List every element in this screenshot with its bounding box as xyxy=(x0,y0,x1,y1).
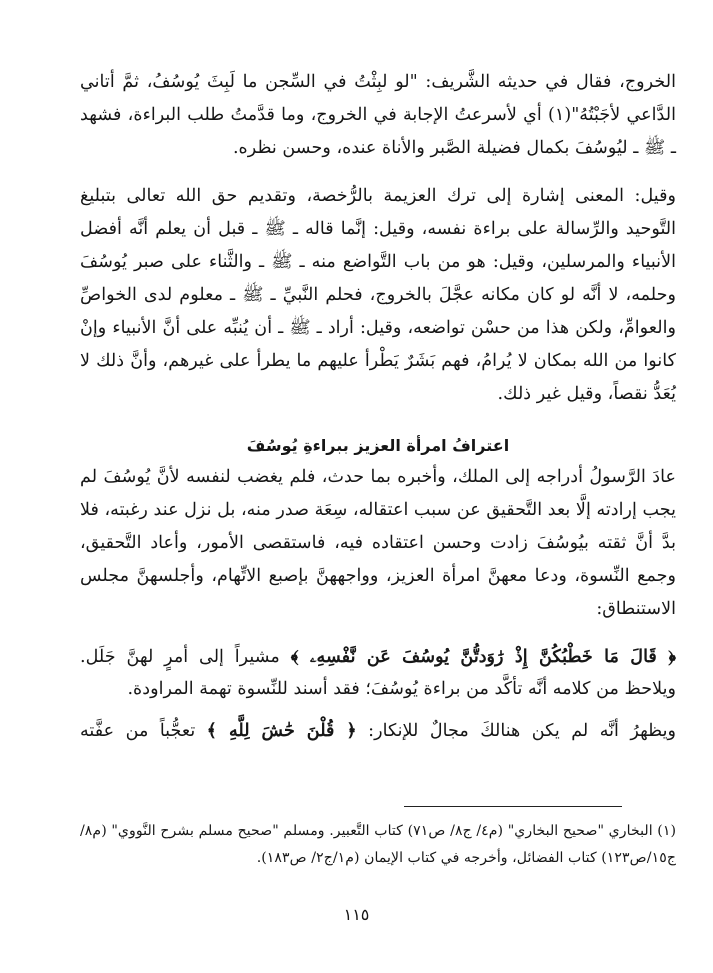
quran-verse-2: ﴿ قُلْنَ حَٰشَ لِلَّهِ ﴾ xyxy=(206,720,357,741)
paragraph-6-text-start: ويظهرُ أنَّه لم يكن هنالكَ مجالٌ للإنكار: xyxy=(368,721,677,741)
footnote-divider xyxy=(404,806,622,807)
paragraph-2: وقيل: المعنى إشارة إلى ترك العزيمة بالرُّخصة، وتقديم حق الله تعالى بتبليغ التَّوحيد والرِّسالة على براءة نفسه، وقيل: إنَّما قاله ـ ﷺ ـ قبل أن يعلم أنَّه أفضل الأنبياء والمرسلين، وقيل: هو من باب التَّواضع منه ـ ﷺ ـ والثَّناء على صبر يُوسُفَ وحلمه، لا أنَّه لو كان مكانه عجَّلَ بالخروج، فحلم النَّبيِّ ـ ﷺ ـ معلوم لدى الخواصِّ والعوامِّ، ولكن هذا من حسْن تواضعه، وقيل: أراد ـ ﷺ ـ أن يُنبِّه على أنَّ الأنبياء وإنْ كانوا من الله بمكان لا يُرامُ، فهم بَشَرٌ يَطْرأ عليهم ما يطرأ على غيرهم، وأنَّ ذلك لا يُعَدُّ نقصاً، وقيل غير ذلك. xyxy=(80,186,676,404)
section-heading: اعترافُ امرأة العزيز ببراءةِ يُوسُفَ xyxy=(246,436,510,455)
quran-verse-1: ﴿ قَالَ مَا خَطْبُكُنَّ إِذْ رَٰوَدتُّنَّ يُوسُفَ عَن نَّفْسِهِۦ ﴾ xyxy=(290,646,677,667)
paragraph-1: الخروج، فقال في حديثه الشَّريف: "لو لبِثْتُ في السِّجن ما لَبِثَ يُوسُفُ، ثمَّ أتاني الدَّاعي لأجَبْتُهُ"(١) أي لأسرعتُ الإجابة في الخروج، وما قدَّمتُ طلب البراءة، فشهد ـ ﷺ ـ ليُوسُفَ بكمال فضيلة الصَّبر والأناة عنده، وحسن نظره. xyxy=(80,72,676,158)
page-number: ١١٥ xyxy=(343,905,370,924)
paragraph-4 xyxy=(80,640,676,674)
paragraph-6-text-end: تعجُّباً من عفَّته xyxy=(80,721,196,741)
paragraph-5: ويلاحظ من كلامه أنَّه تأكَّد من براءة يُوسُفَ؛ فقد أسند للنِّسوة تهمة المراودة. xyxy=(127,679,676,699)
paragraph-6 xyxy=(80,714,676,748)
paragraph-3: عادَ الرَّسولُ أدراجه إلى الملك، وأخبره بما حدث، فلم يغضب لنفسه لأنَّ يُوسُفَ لم يجب إرادته إلَّا بعد التَّحقيق عن سبب اعتقاله، سِعَة صدر منه، بل نزل عند رغبته، فلا بدَّ أنَّ ثقته بيُوسُفَ زادت وحسن اعتقاده فيه، فاستقصى الأمور، وأعاد التَّحقيق، وجمع النِّسوة، ودعا معهنَّ امرأة العزيز، وواجههنَّ بإصبع الاتِّهام، وأجلسهنَّ مجلس الاستنطاق: xyxy=(80,467,676,619)
footnote: (١) البخاري "صحيح البخاري" (م٤/ ج٨/ ص٧١) كتاب التَّعبير. ومسلم "صحيح مسلم بشرح النَّووي" (م٨/ج١٥/ص١٢٣) كتاب الفضائل، وأخرجه في كتاب الإيمان (م١/ج٢/ ص١٨٣). xyxy=(80,823,676,866)
paragraph-4-text: مشيراً إلى أمرٍ لهنَّ جَلَل. xyxy=(80,647,280,667)
